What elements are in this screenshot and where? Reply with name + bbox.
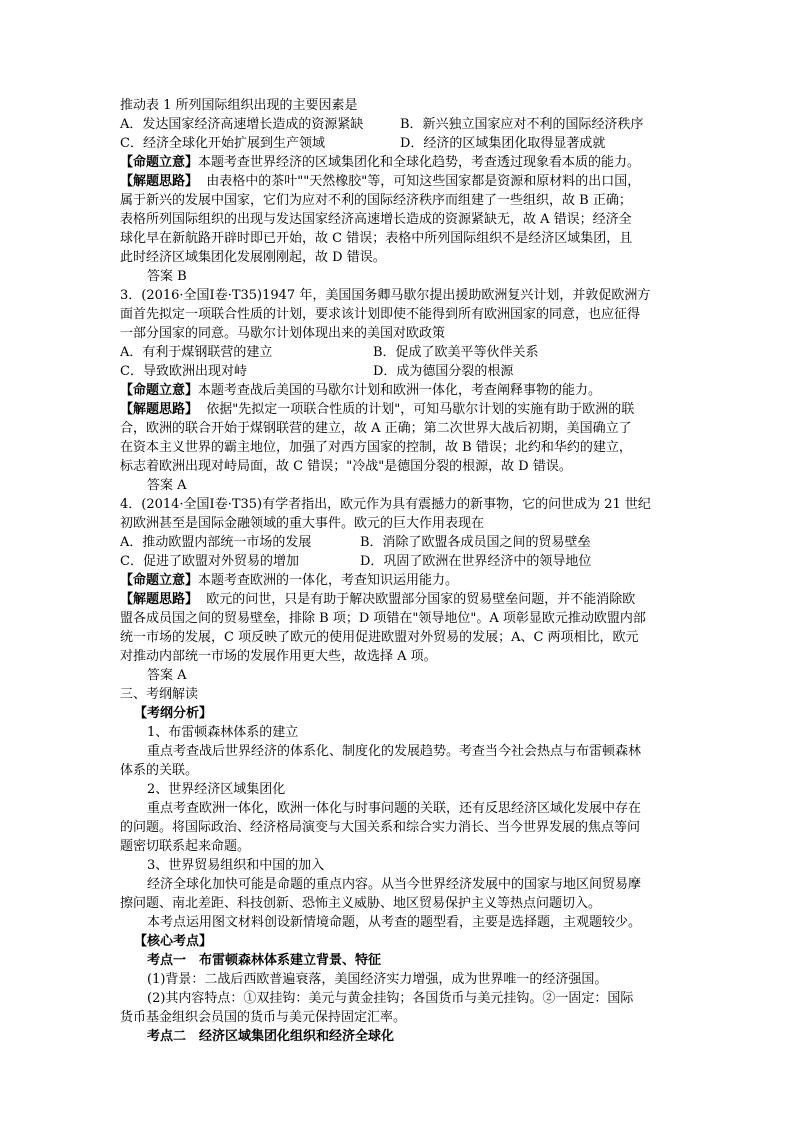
q4-analysis-line-3: 统一市场的发展，C 项反映了欧元的使用促进欧盟对外贸易的发展；A、C 两项相比，欧元 xyxy=(120,630,639,645)
q2-analysis-line-4: 球化早在新航路开辟时即已开始，故 C 错误；表格中所列国际组织不是经济区域集团，且 xyxy=(120,231,633,246)
item2-line-3: 题密切联系起来命题。 xyxy=(120,839,251,854)
q2-option-b: B．新兴独立国家应对不利的国际经济秩序 xyxy=(400,117,644,132)
q4-intent-text: 本题考查欧洲的一体化，考查知识运用能力。 xyxy=(198,573,459,588)
point1-title: 考点一 布雷顿森林体系建立背景、特征 xyxy=(147,953,382,968)
item3-title: 3、世界贸易组织和中国的加入 xyxy=(147,858,325,873)
summary-line: 本考点运用图文材料创设新情境命题，从考查的题型看，主要是选择题，主观题较少。 xyxy=(147,915,642,930)
point1-content-line-1: (2)其内容特点：①双挂钩：美元与黄金挂钩；各国货币与美元挂钩。②一固定：国际 xyxy=(147,991,634,1006)
q4-analysis-line-4: 对推动内部统一市场的发展作用更大些，故选择 A 项。 xyxy=(120,649,437,664)
q2-stem: 推动表 1 所列国际组织出现的主要因素是 xyxy=(120,98,358,113)
q3-analysis-line-4: 标志着欧洲出现对峙局面，故 C 错误；"冷战"是德国分裂的根源，故 D 错误。 xyxy=(120,459,572,474)
q4-option-c: C．促进了欧盟对外贸易的增加 xyxy=(120,554,299,569)
q2-analysis-line-5: 此时经济区域集团化发展刚刚起，故 D 错误。 xyxy=(120,250,386,265)
q2-analysis-line-2: 属于新兴的发展中国家，它们为应对不利的国际经济秩序而组建了一些组织，故 B 正确； xyxy=(120,193,632,208)
q3-option-d: D．成为德国分裂的根源 xyxy=(373,364,514,379)
exam-analysis-label: 【考纲分析】 xyxy=(134,706,213,721)
q2-answer: 答案 B xyxy=(147,269,187,284)
item2-line-1: 重点考查欧洲一体化，欧洲一体化与时事问题的关联，还有反思经济区域化发展中存在 xyxy=(147,801,642,816)
q3-option-a: A．有利于煤钢联营的建立 xyxy=(120,345,273,360)
core-points-label: 【核心考点】 xyxy=(134,934,213,949)
q3-stem-line-3: 一部分国家的同意。马歇尔计划体现出来的美国对欧政策 xyxy=(120,326,446,341)
q3-intent xyxy=(120,381,680,400)
q4-intent xyxy=(120,571,680,590)
q3-option-b: B．促成了欧美平等伙伴关系 xyxy=(373,345,539,360)
item1-title: 1、布雷顿森林体系的建立 xyxy=(147,725,299,740)
q4-stem-line-2: 初欧洲甚至是国际金融领域的重大事件。欧元的巨大作用表现在 xyxy=(120,516,485,531)
item3-line-1: 经济全球化加快可能是命题的重点内容。从当今世界经济发展中的国家与地区间贸易摩 xyxy=(147,877,642,892)
q3-analysis-line-1: 【解题思路】 依据"先拟定一项联合性质的计划"，可知马歇尔计划的实施有助于欧洲的联 xyxy=(120,402,635,417)
point2-title: 考点二 经济区域集团化组织和经济全球化 xyxy=(147,1029,395,1044)
q4-option-b: B．消除了欧盟各成员国之间的贸易壁垒 xyxy=(360,535,591,550)
q2-intent-label: 【命题立意】 xyxy=(120,155,199,170)
q3-answer: 答案 A xyxy=(147,478,187,493)
q2-analysis-line-1: 【解题思路】 由表格中的茶叶""天然橡胶"等，可知这些国家都是资源和原材料的出口国， xyxy=(120,174,641,189)
q3-analysis-line-2: 合，欧洲的联合开始于煤钢联营的建立，故 A 正确；第二次世界大战后初期，美国确立了 xyxy=(120,421,632,436)
q2-analysis-label: 【解题思路】 xyxy=(120,174,199,189)
q4-analysis-line-2: 盟各成员国之间的贸易壁垒，排除 B 项；D 项错在"领导地位"。A 项彰显欧元推动欧盟内部 xyxy=(120,611,646,626)
item3-line-2: 擦问题、南北差距、科技创新、恐怖主义威胁、地区贸易保护主义等热点问题切入。 xyxy=(120,896,602,911)
q4-intent-label: 【命题立意】 xyxy=(120,573,199,588)
q4-analysis-line-1: 【解题思路】 欧元的问世，只是有助于解决欧盟部分国家的贸易壁垒问题，并不能消除欧 xyxy=(120,592,636,607)
item1-line-2: 体系的关联。 xyxy=(120,763,199,778)
q3-analysis-line-3: 在资本主义世界的霸主地位，加强了对西方国家的控制，故 B 错误；北约和华约的建立， xyxy=(120,440,632,455)
q4-answer: 答案 A xyxy=(147,668,187,683)
q4-option-a: A．推动欧盟内部统一市场的发展 xyxy=(120,535,312,550)
q4-analysis-label: 【解题思路】 xyxy=(120,592,199,607)
section-title: 三、考纲解读 xyxy=(120,687,199,702)
q3-intent-label: 【命题立意】 xyxy=(120,383,199,398)
item1-line-1: 重点考查战后世界经济的体系化、制度化的发展趋势。考查当今社会热点与布雷顿森林 xyxy=(147,744,642,759)
q2-option-c: C．经济全球化开始扩展到生产领域 xyxy=(120,136,325,151)
q2-option-a: A．发达国家经济高速增长造成的资源紧缺 xyxy=(120,117,364,132)
item2-line-2: 的问题。将国际政治、经济格局演变与大国关系和综合实力消长、当今世界发展的焦点等问 xyxy=(120,820,641,835)
q2-intent xyxy=(120,153,680,172)
q3-stem-line-2: 面首先拟定一项联合性质的计划，要求该计划即使不能得到所有欧洲国家的同意，也应征得 xyxy=(120,307,641,322)
q4-option-d: D．巩固了欧洲在世界经济中的领导地位 xyxy=(360,554,592,569)
q3-analysis-label: 【解题思路】 xyxy=(120,402,199,417)
item2-title: 2、世界经济区域集团化 xyxy=(147,782,286,797)
q2-intent-text: 本题考查世界经济的区域集团化和全球化趋势，考查透过现象看本质的能力。 xyxy=(198,155,641,170)
q3-intent-text: 本题考查战后美国的马歇尔计划和欧洲一体化，考查阐释事物的能力。 xyxy=(198,383,602,398)
q2-analysis-line-3: 表格所列国际组织的出现与发达国家经济高速增长造成的资源紧缺无，故 A 错误；经济全 xyxy=(120,212,632,227)
point1-content-line-2: 货币基金组织会员国的货币与美元保持固定汇率。 xyxy=(120,1010,407,1025)
q3-stem-line-1: 3．(2016·全国Ⅰ卷·T35)1947 年，美国国务卿马歇尔提出援助欧洲复兴计划，并敦促欧洲方 xyxy=(120,288,651,303)
q2-option-d: D．经济的区域集团化取得显著成就 xyxy=(400,136,606,151)
q4-stem-line-1: 4．(2014·全国Ⅰ卷·T35)有学者指出，欧元作为具有震撼力的新事物，它的问世成为 21 世纪 xyxy=(120,497,651,512)
point1-background: (1)背景：二战后西欧普遍衰落，美国经济实力增强，成为世界唯一的经济强国。 xyxy=(147,972,608,987)
q3-option-c: C．导致欧洲出现对峙 xyxy=(120,364,247,379)
